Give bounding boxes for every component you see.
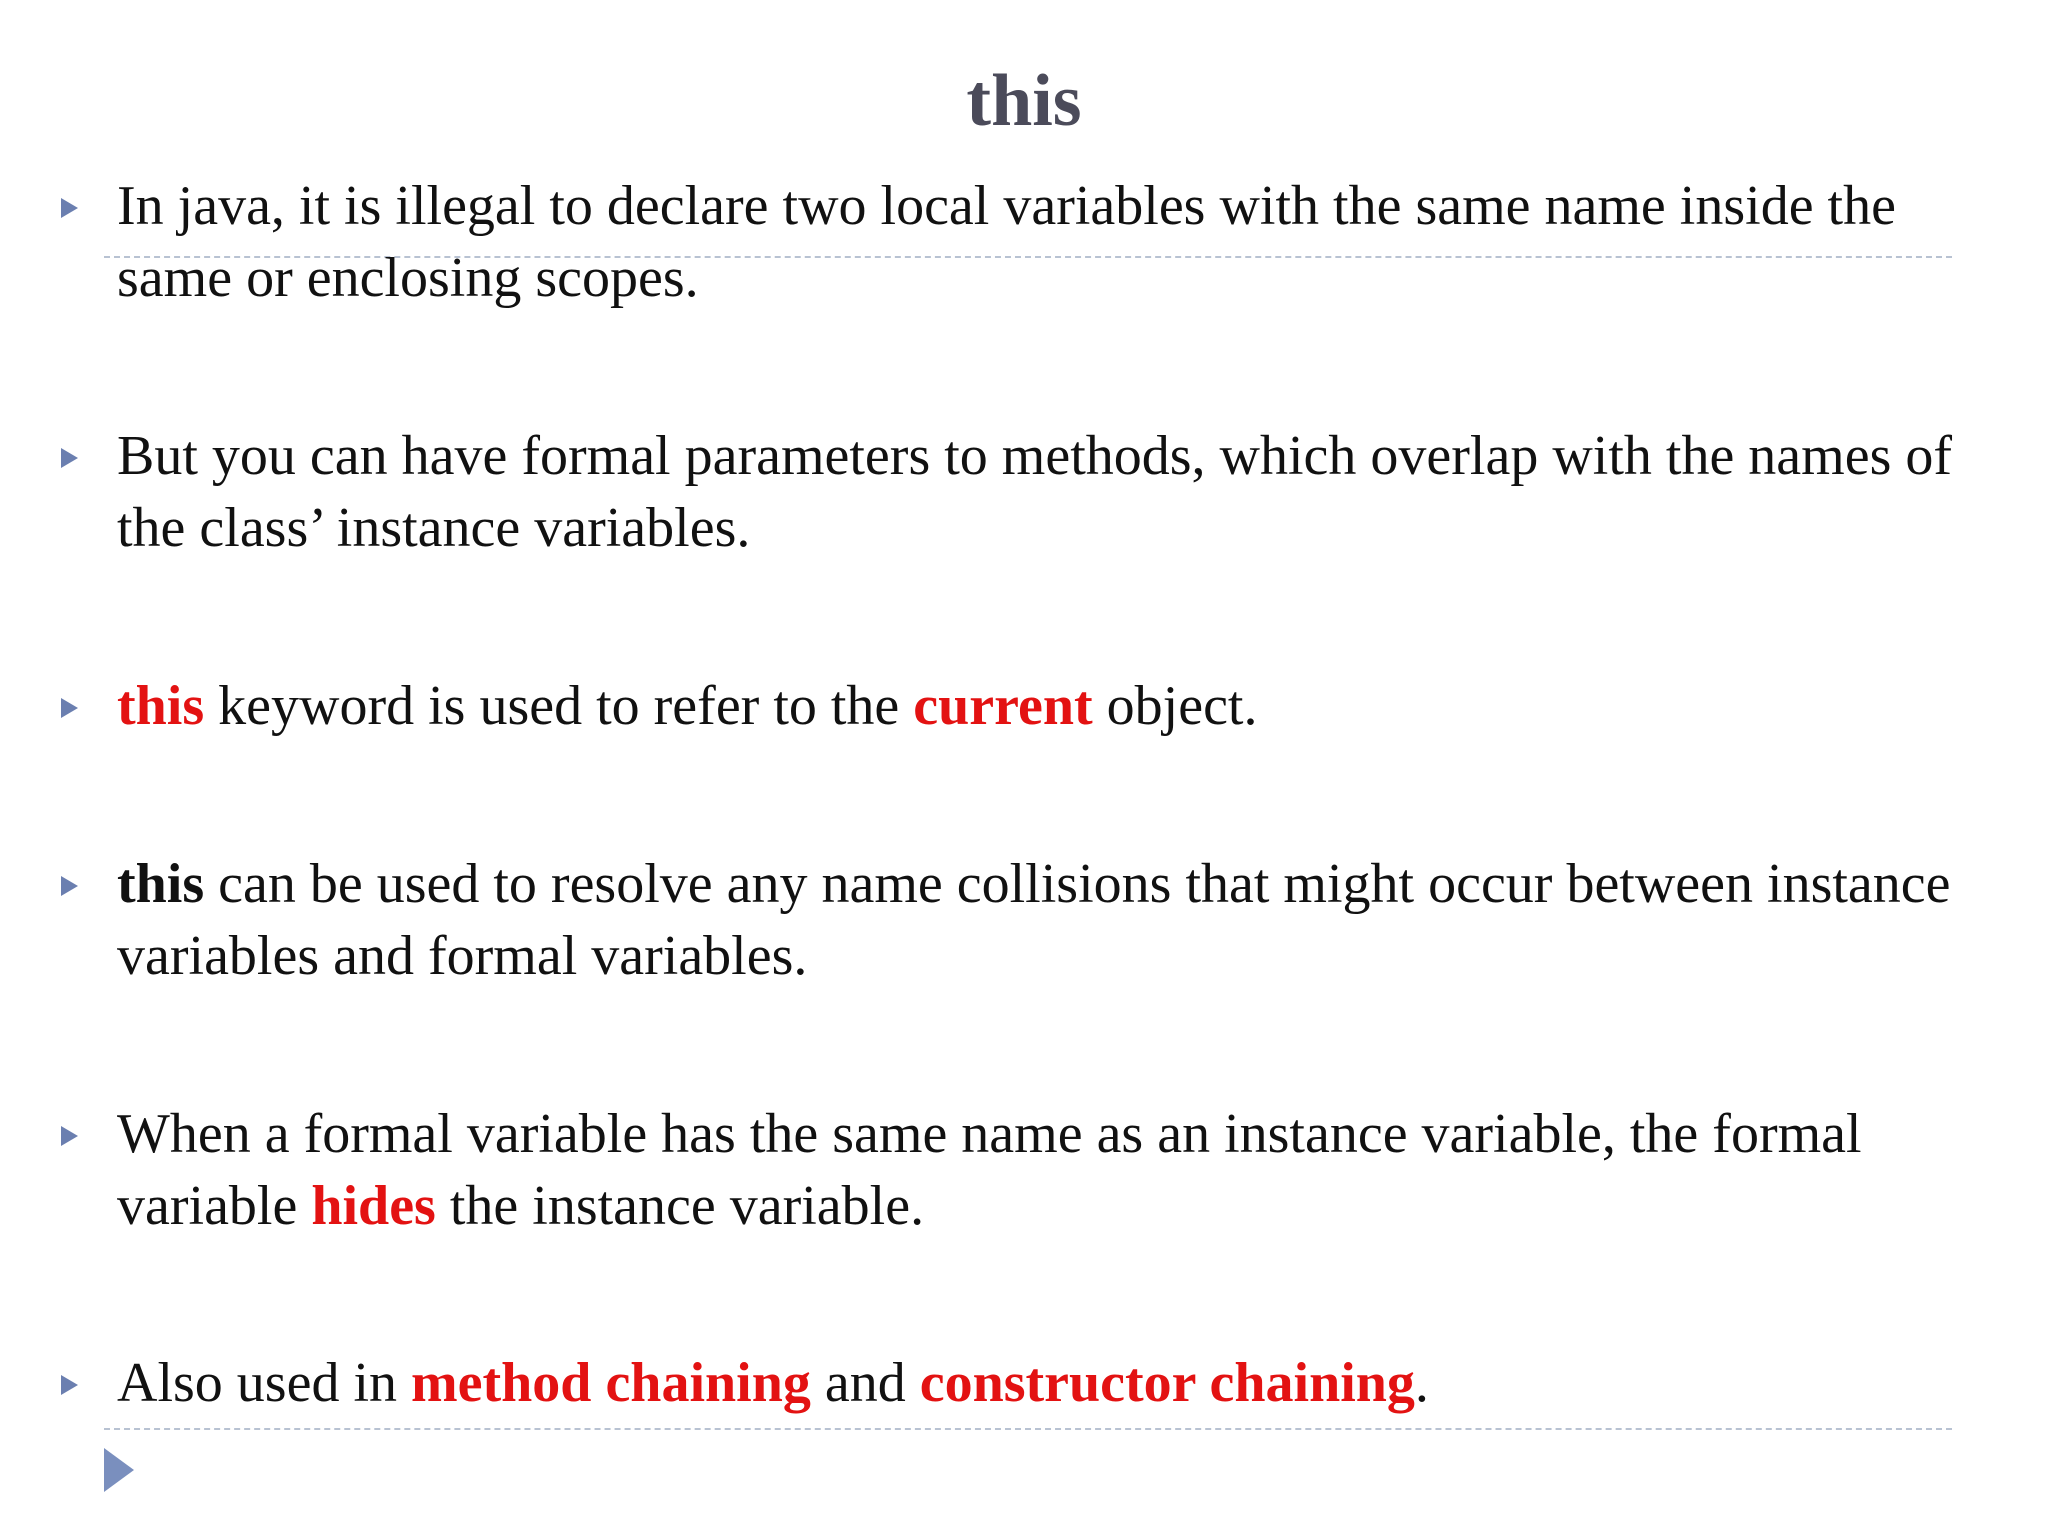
bullet-chaining: [117, 1347, 2010, 1419]
bullet-triangle-icon: [61, 698, 78, 718]
bullet-text: Also used in: [117, 1352, 411, 1414]
bullet-variable-hiding: [117, 1098, 2010, 1242]
bottom-divider: [104, 1428, 1952, 1430]
bullet-illegal-declaration: [117, 170, 2010, 314]
bullet-text: In java, it is illegal to declare two local variables with the same name inside the same or enclosing scopes.: [117, 175, 1896, 309]
keyword-hides: hides: [311, 1175, 436, 1237]
bullet-formal-parameters: [117, 420, 2010, 564]
bullet-text: .: [1414, 1352, 1429, 1414]
keyword-current: current: [913, 675, 1093, 737]
bullet-triangle-icon: [61, 1375, 78, 1395]
bullet-triangle-icon: [61, 448, 78, 468]
bullet-text: When a formal variable has the same name as an instance variable, the formal variable: [117, 1103, 1862, 1237]
slide-title: this: [966, 60, 1082, 142]
bullet-this-keyword: [117, 670, 2010, 742]
bullet-text: the instance variable.: [435, 1175, 925, 1237]
bullet-text: object.: [1092, 675, 1258, 737]
keyword-constructor-chaining: constructor chaining: [919, 1352, 1415, 1414]
bullet-triangle-icon: [61, 198, 78, 218]
bullet-text: and: [810, 1352, 920, 1414]
bullet-text: keyword is used to refer to the: [204, 675, 914, 737]
bullet-text: But you can have formal parameters to methods, which overlap with the names of the class’ instance variables.: [117, 425, 1953, 559]
bullet-triangle-icon: [61, 876, 78, 896]
bullet-triangle-icon: [61, 1126, 78, 1146]
next-slide-arrow-icon[interactable]: [104, 1448, 134, 1492]
keyword-this: this: [117, 675, 205, 737]
keyword-method-chaining: method chaining: [411, 1352, 811, 1414]
bullet-text: can be used to resolve any name collisions that might occur between instance variables and formal variables.: [117, 853, 1951, 987]
bullet-name-collisions: [117, 848, 2010, 992]
keyword-this-bold: this: [117, 853, 205, 915]
